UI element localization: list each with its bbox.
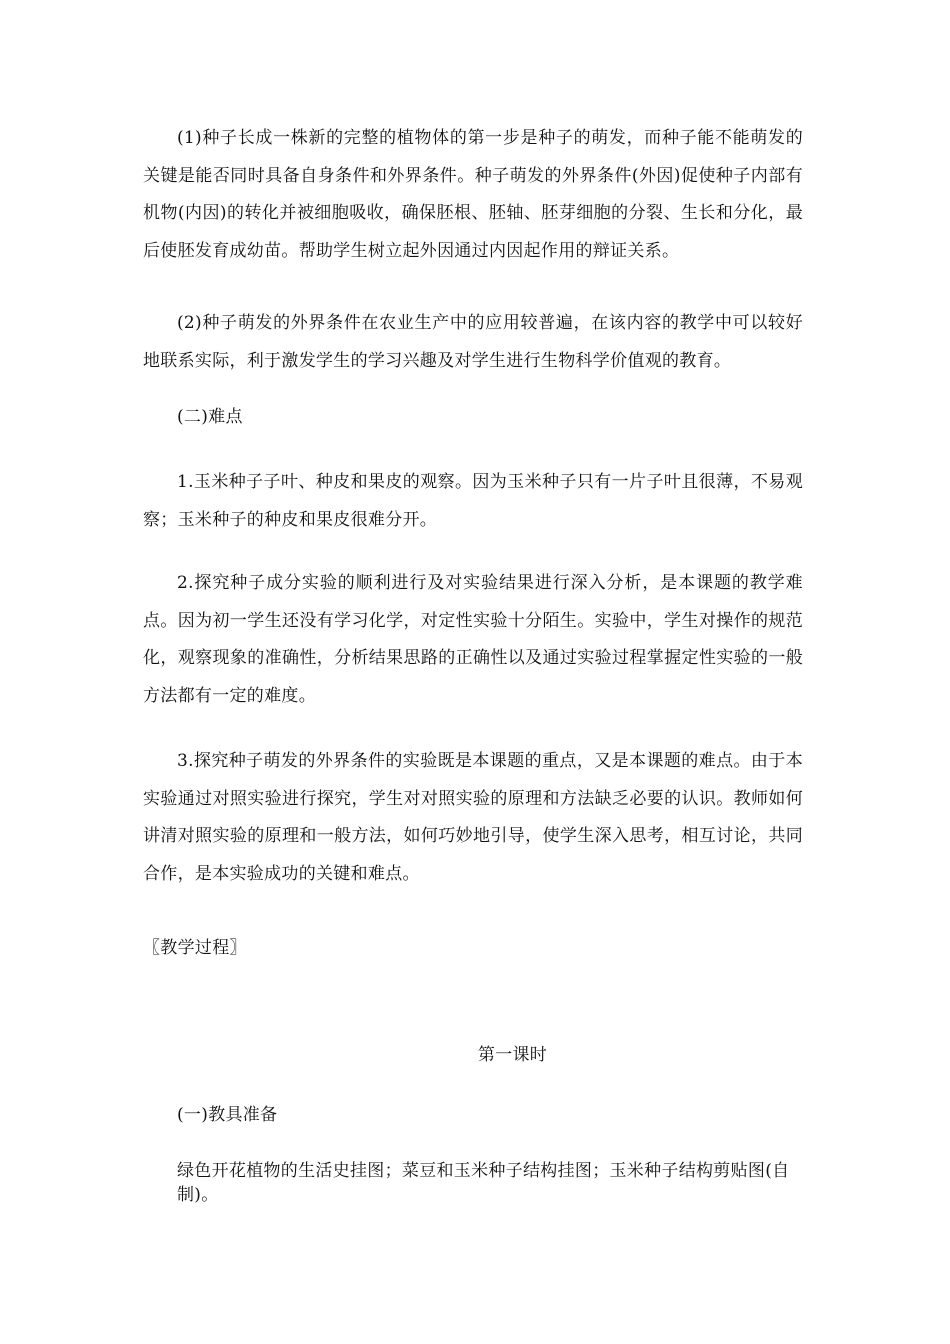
section-heading-teaching-process: 〖教学过程〗 bbox=[143, 938, 247, 958]
teaching-aids-text: 绿色开花植物的生活史挂图；菜豆和玉米种子结构挂图；玉米种子结构剪贴图(自制)。 bbox=[177, 1161, 790, 1205]
difficulty-item-1: 1.玉米种子子叶、种皮和果皮的观察。因为玉米种子只有一片子叶且很薄，不易观察；玉米种子的种皮和果皮很难分开。 bbox=[143, 472, 803, 530]
section-heading-teaching-aids: (一)教具准备 bbox=[177, 1105, 278, 1125]
section-heading-difficulties: (二)难点 bbox=[177, 407, 243, 427]
paragraph-seed-germination-key: (1)种子长成一株新的完整的植物体的第一步是种子的萌发，而种子能不能萌发的关键是能否同时具备自身条件和外界条件。种子萌发的外界条件(外因)促使种子内部有机物(内因)的转化并被细胞吸收，确保胚根、胚轴、胚芽细胞的分裂、生长和分化，最后使胚发育成幼苗。帮助学生树立起外因通过内因起作用的辩证关系。 bbox=[143, 128, 803, 261]
difficulty-item-3: 3.探究种子萌发的外界条件的实验既是本课题的重点，又是本课题的难点。由于本实验通过对照实验进行探究，学生对对照实验的原理和方法缺乏必要的认识。教师如何讲清对照实验的原理和一般方法，如何巧妙地引导，使学生深入思考，相互讨论，共同合作，是本实验成功的关键和难点。 bbox=[143, 751, 803, 884]
difficulty-item-2: 2.探究种子成分实验的顺利进行及对实验结果进行深入分析，是本课题的教学难点。因为初一学生还没有学习化学，对定性实验十分陌生。实验中，学生对操作的规范化，观察现象的准确性，分析结果思路的正确性以及通过实验过程掌握定性实验的一般方法都有一定的难度。 bbox=[143, 573, 803, 706]
lesson-title: 第一课时 bbox=[477, 1045, 548, 1065]
paragraph-agriculture-application: (2)种子萌发的外界条件在农业生产中的应用较普遍，在该内容的教学中可以较好地联系实际，利于激发学生的学习兴趣及对学生进行生物科学价值观的教育。 bbox=[143, 313, 803, 371]
